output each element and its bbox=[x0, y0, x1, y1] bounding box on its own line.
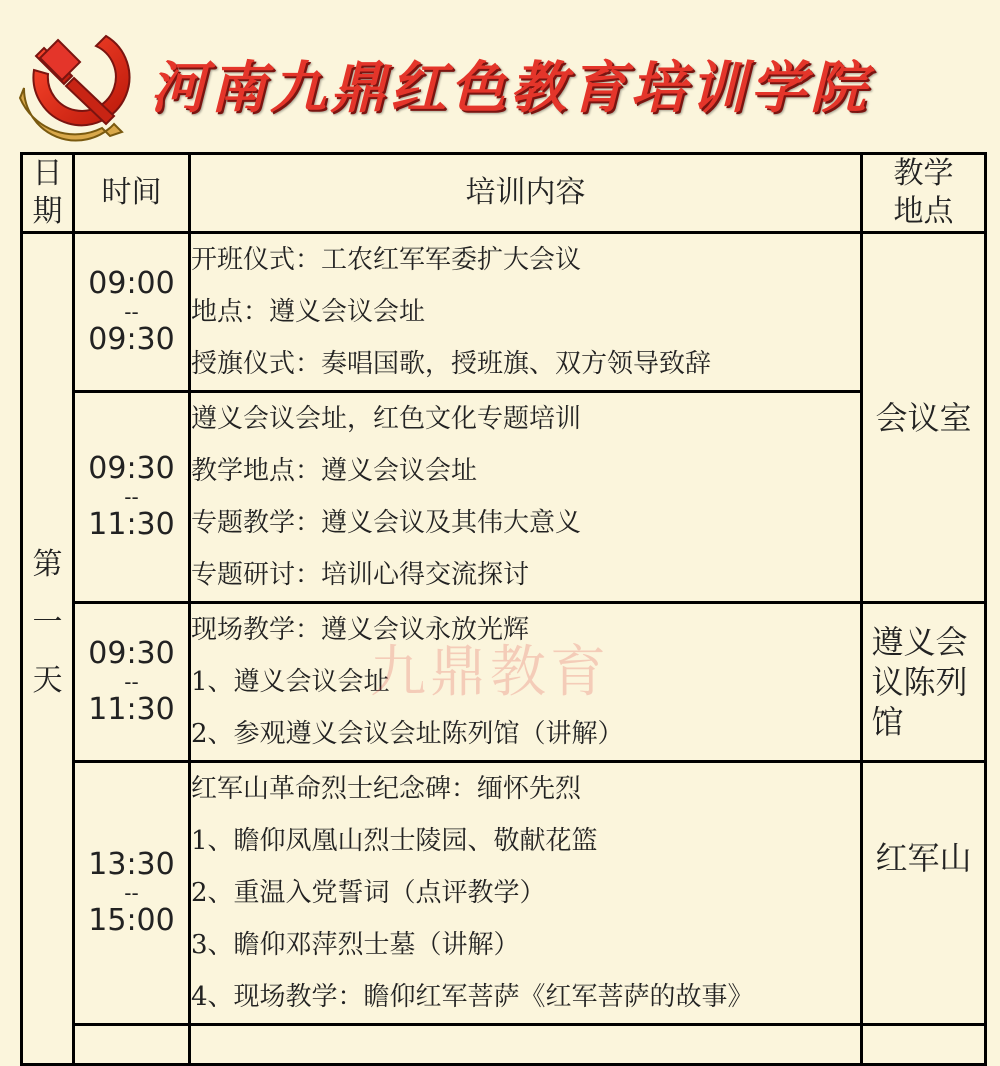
hammer-sickle-emblem-icon bbox=[14, 18, 144, 146]
time-end: 11:30 bbox=[88, 507, 175, 542]
time-start: 13:30 bbox=[88, 847, 175, 882]
time-start: 09:30 bbox=[88, 636, 175, 671]
page-header bbox=[0, 0, 1000, 150]
content-line: 4、现场教学：瞻仰红军菩萨《红军菩萨的故事》 bbox=[191, 982, 754, 1012]
table-header-row bbox=[22, 154, 986, 233]
content-line: 1、遵义会议会址 bbox=[191, 667, 390, 697]
watermark-text: 九鼎教育 bbox=[370, 640, 610, 705]
content-line: 专题研讨：培训心得交流探讨 bbox=[191, 560, 530, 590]
time-cell bbox=[74, 603, 190, 762]
time-separator: -- bbox=[124, 670, 139, 694]
content-line: 现场教学：遵义会议永放光辉 bbox=[191, 615, 530, 645]
time-separator: -- bbox=[124, 485, 139, 509]
time-cell bbox=[74, 233, 190, 392]
time-separator: -- bbox=[124, 300, 139, 324]
content-line: 3、瞻仰邓萍烈士墓（讲解） bbox=[191, 930, 520, 960]
school-title: 河南九鼎红色教育培训学院 bbox=[150, 55, 870, 121]
time-start: 09:30 bbox=[88, 451, 175, 486]
content-line: 开班仪式：工农红军军委扩大会议 bbox=[191, 245, 582, 275]
content-line: 2、重温入党誓词（点评教学） bbox=[191, 878, 546, 908]
content-line: 地点：遵义会议会址 bbox=[191, 297, 426, 327]
content-line: 红军山革命烈士纪念碑：缅怀先烈 bbox=[191, 774, 582, 804]
place-cell: 红军山 bbox=[862, 762, 986, 1025]
table-row bbox=[22, 392, 986, 603]
content-cell bbox=[190, 762, 862, 1025]
content-line: 2、参观遵义会议会址陈列馆（讲解） bbox=[191, 719, 624, 749]
content-line: 授旗仪式：奏唱国歌，授班旗、双方领导致辞 bbox=[191, 349, 712, 379]
time-end: 11:30 bbox=[88, 692, 175, 727]
table-row bbox=[22, 1025, 986, 1065]
place-cell bbox=[862, 1025, 986, 1065]
content-cell bbox=[190, 1025, 862, 1065]
header-date: 日期 bbox=[22, 154, 74, 233]
content-line: 教学地点：遵义会议会址 bbox=[191, 456, 478, 486]
content-cell bbox=[190, 392, 862, 603]
content-line: 1、瞻仰凤凰山烈士陵园、敬献花篮 bbox=[191, 826, 598, 856]
header-place: 教学地点 bbox=[862, 154, 986, 233]
header-time: 时间 bbox=[74, 154, 190, 233]
content-line: 遵义会议会址，红色文化专题培训 bbox=[191, 404, 582, 434]
time-cell bbox=[74, 392, 190, 603]
day-cell bbox=[22, 233, 74, 1065]
content-cell bbox=[190, 603, 862, 762]
header-content: 培训内容 bbox=[190, 154, 862, 233]
time-end: 09:30 bbox=[88, 322, 175, 357]
time-cell bbox=[74, 762, 190, 1025]
table-row bbox=[22, 762, 986, 1025]
table-row bbox=[22, 603, 986, 762]
content-cell bbox=[190, 233, 862, 392]
schedule-table bbox=[20, 152, 987, 1066]
day-label: 第一天 bbox=[32, 547, 63, 698]
time-start: 09:00 bbox=[88, 266, 175, 301]
time-end: 15:00 bbox=[88, 903, 175, 938]
table-row bbox=[22, 233, 986, 392]
content-line: 专题教学：遵义会议及其伟大意义 bbox=[191, 508, 582, 538]
place-cell: 遵义会议陈列馆 bbox=[862, 603, 986, 762]
place-cell: 会议室 bbox=[862, 233, 986, 603]
time-cell bbox=[74, 1025, 190, 1065]
time-separator: -- bbox=[124, 881, 139, 905]
